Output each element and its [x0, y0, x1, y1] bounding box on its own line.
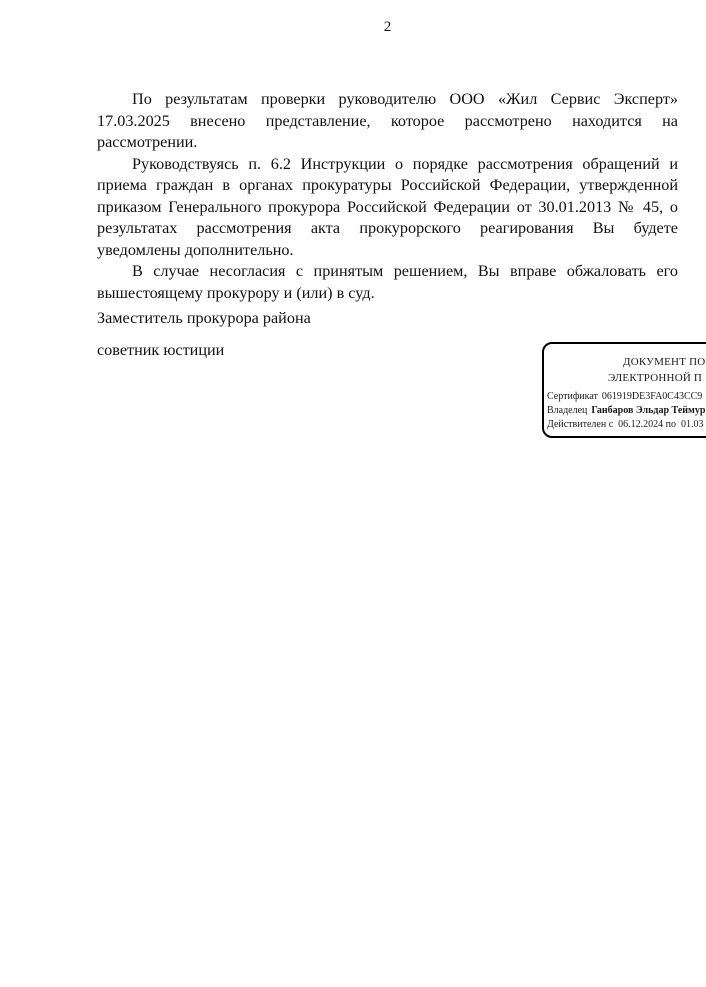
signer-position: Заместитель прокурора района [97, 309, 311, 327]
document-body [97, 89, 678, 304]
stamp-title-line1: ДОКУМЕНТ ПО [623, 356, 706, 368]
owner-value: Ганбаров Эльдар Теймур [591, 405, 706, 416]
stamp-details [547, 390, 706, 432]
stamp-validity-row: Действителен с 06.12.2024 по 01.03 [547, 419, 704, 430]
paragraph [97, 261, 678, 304]
stamp-owner-row [547, 404, 706, 418]
text-line: Руководствуясь п. 6.2 Инструкции о порядке рассмотрения обращений и [132, 154, 678, 173]
stamp-certificate-row [547, 390, 706, 404]
signature-block [97, 308, 497, 361]
text-line: рассмотрении. [97, 133, 198, 151]
owner-label: Владелец [547, 405, 588, 416]
text-line: приема граждан в органах прокуратуры Российской Федерации, утвержденной [97, 176, 678, 194]
paragraph [97, 89, 678, 154]
text-line: уведомлены дополнительно. [97, 240, 294, 259]
text-line: По результатам проверки руководителю ООО «Жил Сервис Эксперт» [132, 90, 678, 108]
text-line: вышестоящему прокурору и (или) в суд. [97, 283, 375, 302]
stamp-title [547, 355, 706, 386]
text-line: 17.03.2025 внесено представление, которое рассмотрено находится на [97, 111, 678, 130]
stamp-title-line2: ЭЛЕКТРОННОЙ П [608, 371, 703, 384]
page-number: 2 [383, 19, 392, 35]
signer-rank: советник юстиции [97, 340, 225, 359]
certificate-value: 061919DE3FA0C43CC9 [601, 391, 703, 402]
digital-signature-stamp [542, 342, 706, 438]
paragraph [97, 154, 678, 262]
text-line: результатах рассмотрения акта прокурорского реагирования Вы будете [97, 219, 678, 237]
certificate-label: Сертификат [547, 391, 598, 402]
text-line: приказом Генерального прокурора Российской Федерации от 30.01.2013 № 45, о [97, 197, 678, 216]
text-line: В случае несогласия с принятым решением, Вы вправе обжаловать его [132, 262, 678, 280]
